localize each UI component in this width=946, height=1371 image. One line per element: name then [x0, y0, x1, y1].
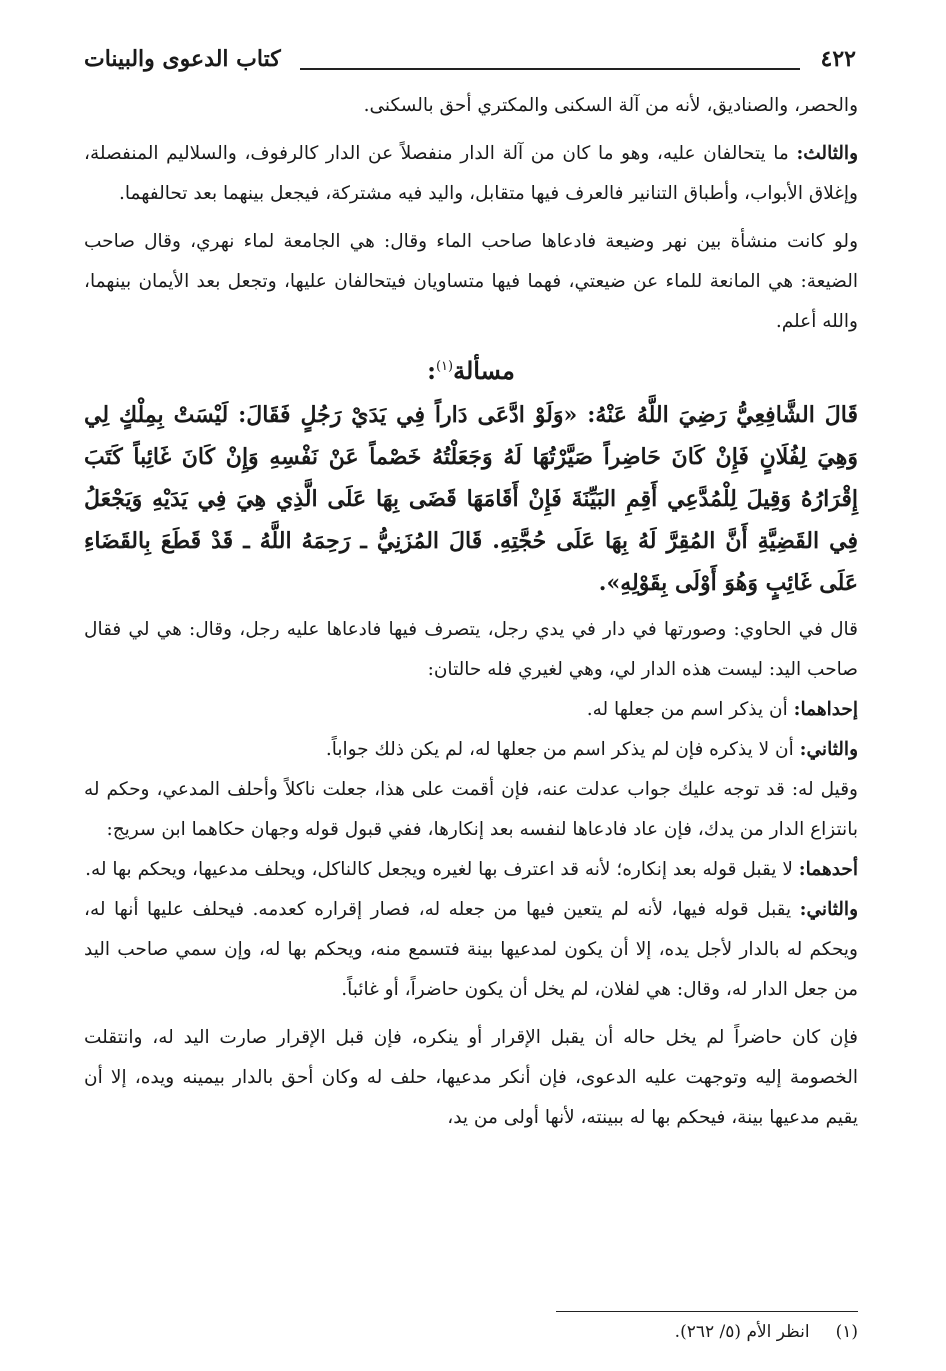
paragraph-4: [84, 610, 858, 690]
paragraph-10: [84, 1018, 858, 1138]
paragraph-label: أحدهما:: [798, 859, 858, 880]
paragraph-7: [84, 770, 858, 850]
paragraph-9: [84, 890, 858, 1010]
paragraph-text: وقيل له: قد توجه عليك جواب عدلت عنه، فإن أقمت على هذا، جعلت ناكلاً وأحلف المدعي، وحكم له بانتزاع الدار من يدك، فإن عاد فادعاها لنفسه بعد إنكارها، ففي قبول قوله وجهان حكاهما ابن سريج:: [84, 779, 858, 840]
paragraph-2: [84, 134, 858, 214]
header-rule: [300, 68, 800, 70]
paragraph-3: [84, 222, 858, 342]
paragraph-text: أن لا يذكره فإن لم يذكر اسم من جعلها له، لم يكن ذلك جواباً.: [325, 739, 800, 760]
paragraph-text: يقبل قوله فيها، لأنه لم يتعين فيها من جعله له، فصار إقراره كعدمه. فيحلف عليها أنها له، ويحكم له بالدار لأجل يده، إلا أن يكون لمدعيها بينة فتسمع منه، ويحكم بها له، وإن سمي صاحب اليد من جعل الدار له، وقال: هي لفلان، لم يخل أن يكون حاضراً، أو غائباً.: [84, 899, 858, 1000]
paragraph-label: والثاني:: [799, 899, 858, 920]
section-heading: [84, 344, 858, 394]
page-number: ٤٢٢: [820, 46, 856, 72]
paragraph-label: إحداهما:: [793, 699, 858, 720]
paragraph-text: ولو كانت منشأة بين نهر وضيعة فادعاها صاحب الماء وقال: هي الجامعة لماء نهري، وقال صاحب الضيعة: هي المانعة للماء عن ضيعتي، فهما فيها متساويان فيتحالفان عليها، وتجعل بعد الأيمان بينهما، والله أعلم.: [84, 231, 858, 332]
paragraph-text: والحصر، والصناديق، لأنه من آلة السكنى والمكتري أحق بالسكنى.: [363, 95, 858, 116]
paragraph-5: [84, 690, 858, 730]
main-text: [84, 86, 858, 1138]
paragraph-text: فإن كان حاضراً لم يخل حاله أن يقبل الإقرار أو ينكره، فإن قبل الإقرار صارت اليد له، وانتقلت الخصومة إليه وتوجهت عليه الدعوى، فإن أنكر مدعيها، حلف له وكان أحق بالدار بيمينه ويده، إلا أن يقيم مدعيها بينة، فيحكم بها له ببينته، لأنها أولى من يد،: [84, 1027, 858, 1128]
paragraph-label: والثالث:: [796, 143, 858, 164]
paragraph-text: أن يذكر اسم من جعلها له.: [586, 699, 794, 720]
footnote-rule: [556, 1311, 858, 1312]
paragraph-1: [84, 86, 858, 126]
footnote-ref: (١): [435, 359, 454, 374]
paragraph-label: والثاني:: [799, 739, 858, 760]
paragraph-text: قال في الحاوي: وصورتها في دار في يدي رجل، يتصرف فيها فادعاها عليه رجل، وقال: هي لي فقال صاحب اليد: ليست هذه الدار لي، وهي لغيري فله حالتان:: [84, 619, 858, 680]
footnote-text: انظر الأم (٥/ ٢٦٢).: [674, 1322, 810, 1342]
heading-colon: :: [427, 356, 436, 385]
paragraph-6: [84, 730, 858, 770]
book-title: كتاب الدعوى والبينات: [84, 46, 281, 72]
footnote: [458, 1318, 858, 1346]
paragraph-8: [84, 850, 858, 890]
paragraph-text: ما يتحالفان عليه، وهو ما كان من آلة الدار منفصلاً عن الدار كالرفوف، والسلاليم المنفصلة، وإغلاق الأبواب، وأطباق التنانير فالعرف فيها متقابل، واليد فيه مشتركة، فيجعل بينهما بعد تحالفهما.: [84, 143, 858, 204]
quoted-matn: قَالَ الشَّافِعِيُّ رَضِيَ اللَّهُ عَنْهُ: «وَلَوْ ادَّعَى دَاراً فِي يَدَيْ رَجُلٍ فَقَالَ: لَيْسَتْ بِمِلْكٍ لِي وَهِيَ لِفُلَانٍ فَإِنْ كَانَ حَاضِراً صَيَّرْتُهَا لَهُ وَجَعَلْتُهُ خَصْماً عَنْ نَفْسِهِ وَإِنْ كَانَ غَائِباً كَتَبَ إِقْرَارُهُ وَقِيلَ لِلْمُدَّعِي أَقِمِ البَيِّنَةَ فَإِنْ أَقَامَهَا قَضَى بِهَا عَلَى الَّذِي هِيَ فِي يَدَيْهِ وَيَجْعَلُ فِي القَضِيَّةِ أَنَّ المُقِرَّ لَهُ بِهَا عَلَى حُجَّتِهِ. قَالَ المُزَنِيُّ ـ رَحِمَهُ اللَّهُ ـ قَدْ قَطَعَ بِالقَضَاءِ عَلَى غَائِبٍ وَهُوَ أَوْلَى بِقَوْلِهِ».: [84, 402, 858, 596]
heading-title: مسألة: [453, 356, 515, 385]
footnote-number: (١): [835, 1322, 858, 1342]
paragraph-text: لا يقبل قوله بعد إنكاره؛ لأنه قد اعترف بها لغيره ويجعل كالناكل، ويحلف مدعيها، ويحكم بها له.: [85, 859, 799, 880]
